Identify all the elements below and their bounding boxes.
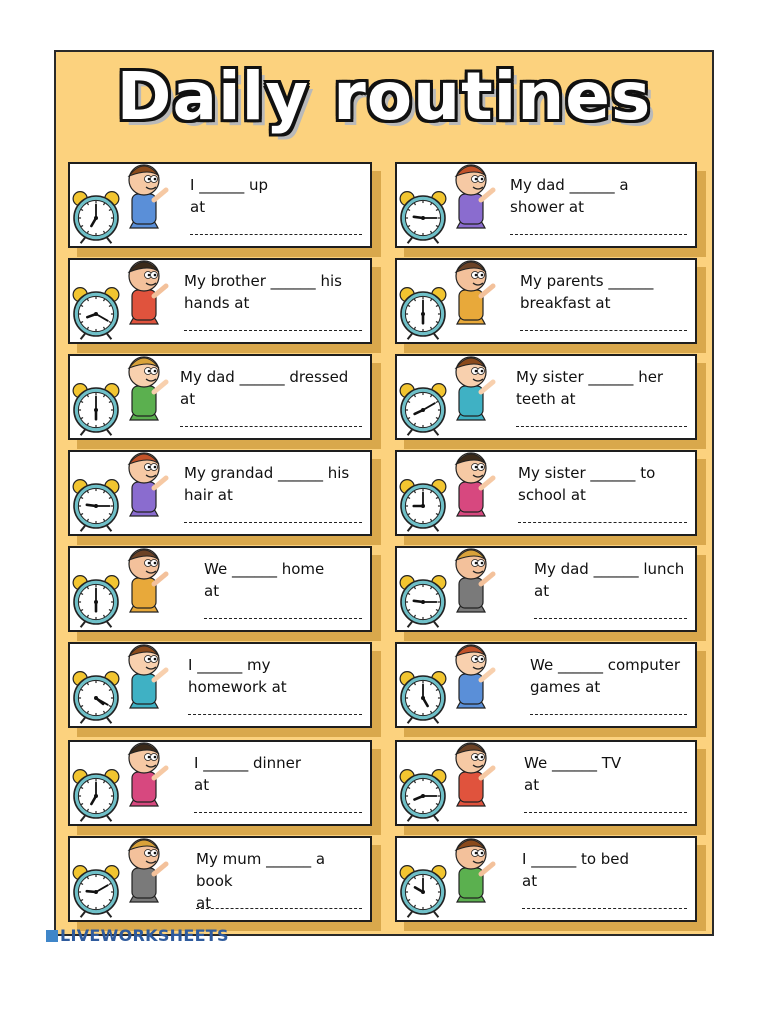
sentence-line-1: My dad ______ lunch [534, 560, 685, 578]
cartoon-person-icon [456, 261, 493, 324]
routine-card [68, 740, 372, 826]
routine-card [395, 450, 697, 536]
alarm-clock-icon [73, 480, 119, 532]
alarm-clock-icon [73, 672, 119, 724]
routine-card [68, 162, 372, 248]
sentence-line-2: teeth at [516, 390, 576, 408]
answer-blank-line[interactable] [510, 234, 687, 235]
sentence-line-2: at [524, 776, 540, 794]
routine-illustration [70, 742, 182, 824]
sentence-line-2: at [180, 390, 196, 408]
sentence-line-1: My dad ______ a [510, 176, 629, 194]
sentence-line-2: shower at [510, 198, 585, 216]
routine-illustration [70, 164, 182, 246]
sentence-line-1: I ______ my [188, 656, 271, 674]
routine-card [395, 354, 697, 440]
answer-blank-line[interactable] [180, 426, 362, 427]
routine-card [68, 258, 372, 344]
cartoon-person-icon [129, 261, 166, 324]
answer-blank-line[interactable] [190, 234, 362, 235]
sentence-line-2: at [534, 582, 550, 600]
sentence-prompt [524, 752, 687, 796]
sentence-line-1: My mum ______ a book [196, 850, 326, 890]
sentence-line-1: My dad ______ dressed [180, 368, 349, 386]
routine-card [68, 642, 372, 728]
routine-illustration [397, 260, 509, 342]
cartoon-person-icon [129, 357, 166, 420]
sentence-prompt [522, 848, 687, 892]
sentence-line-1: My brother ______ his [184, 272, 342, 290]
answer-blank-line[interactable] [184, 522, 362, 523]
answer-blank-line[interactable] [204, 618, 362, 619]
sentence-line-2: games at [530, 678, 601, 696]
sentence-line-2: hair at [184, 486, 233, 504]
sentence-prompt [516, 366, 687, 410]
answer-blank-line[interactable] [188, 714, 362, 715]
routine-illustration [70, 644, 182, 726]
cartoon-person-icon [129, 549, 166, 612]
sentence-prompt [534, 558, 687, 602]
routine-illustration [70, 838, 182, 920]
routine-illustration [397, 164, 509, 246]
alarm-clock-icon [73, 866, 119, 918]
answer-blank-line[interactable] [524, 812, 687, 813]
sentence-line-1: I ______ dinner [194, 754, 302, 772]
sentence-line-1: We ______ TV [524, 754, 622, 772]
sentence-line-1: My sister ______ to [518, 464, 656, 482]
routine-illustration [397, 452, 509, 534]
cartoon-person-icon [456, 453, 493, 516]
cartoon-person-icon [456, 165, 493, 228]
sentence-prompt [518, 462, 687, 506]
sentence-line-1: I ______ to bed [522, 850, 630, 868]
sentence-line-2: school at [518, 486, 586, 504]
cartoon-person-icon [456, 645, 493, 708]
alarm-clock-icon [400, 866, 446, 918]
sentence-line-2: at [196, 894, 212, 912]
alarm-clock-icon [73, 288, 119, 340]
routine-card [68, 546, 372, 632]
brand-name: LIVEWORKSHEETS [60, 926, 229, 945]
alarm-clock-icon [400, 288, 446, 340]
answer-blank-line[interactable] [530, 714, 687, 715]
routine-illustration [397, 838, 509, 920]
answer-blank-line[interactable] [516, 426, 687, 427]
routine-illustration [397, 356, 509, 438]
routine-card [395, 162, 697, 248]
routine-card [395, 642, 697, 728]
sentence-prompt [180, 366, 362, 410]
sentence-line-2: at [194, 776, 210, 794]
sentence-line-1: I ______ up [190, 176, 268, 194]
sentence-prompt [196, 848, 362, 914]
routine-card [395, 546, 697, 632]
sentence-prompt [184, 462, 362, 506]
brand-mark-icon [46, 930, 58, 942]
answer-blank-line[interactable] [520, 330, 687, 331]
sentence-line-2: hands at [184, 294, 250, 312]
sentence-line-2: at [204, 582, 220, 600]
sentence-line-2: at [190, 198, 206, 216]
routine-illustration [70, 452, 182, 534]
alarm-clock-icon [73, 192, 119, 244]
sentence-line-1: We ______ computer [530, 656, 681, 674]
sentence-prompt [510, 174, 687, 218]
routine-illustration [397, 644, 509, 726]
answer-blank-line[interactable] [194, 812, 362, 813]
routine-illustration [70, 356, 182, 438]
sentence-line-2: homework at [188, 678, 287, 696]
sentence-prompt [190, 174, 362, 218]
alarm-clock-icon [400, 672, 446, 724]
sentence-prompt [184, 270, 362, 314]
routine-illustration [397, 742, 509, 824]
answer-blank-line[interactable] [184, 330, 362, 331]
routine-card [395, 740, 697, 826]
alarm-clock-icon [73, 770, 119, 822]
cartoon-person-icon [129, 453, 166, 516]
cartoon-person-icon [456, 839, 493, 902]
cartoon-person-icon [456, 357, 493, 420]
routine-card [68, 354, 372, 440]
routine-illustration [70, 548, 182, 630]
alarm-clock-icon [73, 576, 119, 628]
routine-card [68, 450, 372, 536]
routine-illustration [70, 260, 182, 342]
sentence-line-1: My parents ______ [520, 272, 654, 290]
sentence-prompt [194, 752, 362, 796]
alarm-clock-icon [400, 192, 446, 244]
sentence-line-1: My sister ______ her [516, 368, 664, 386]
routine-illustration [397, 548, 509, 630]
brand-logo [46, 926, 229, 945]
worksheet-title: Daily routines [116, 58, 652, 135]
cartoon-person-icon [129, 839, 166, 902]
sentence-prompt [530, 654, 687, 698]
sentence-line-2: breakfast at [520, 294, 611, 312]
alarm-clock-icon [400, 576, 446, 628]
alarm-clock-icon [400, 770, 446, 822]
cartoon-person-icon [456, 743, 493, 806]
answer-blank-line[interactable] [522, 908, 687, 909]
sentence-prompt [188, 654, 362, 698]
answer-blank-line[interactable] [518, 522, 687, 523]
answer-blank-line[interactable] [534, 618, 687, 619]
alarm-clock-icon [400, 384, 446, 436]
alarm-clock-icon [73, 384, 119, 436]
cartoon-person-icon [129, 165, 166, 228]
routine-card [395, 836, 697, 922]
sentence-line-1: We ______ home [204, 560, 325, 578]
sentence-prompt [204, 558, 362, 602]
sentence-line-1: My grandad ______ his [184, 464, 350, 482]
routine-card [68, 836, 372, 922]
answer-blank-line[interactable] [196, 908, 362, 909]
cartoon-person-icon [129, 645, 166, 708]
sentence-prompt [520, 270, 687, 314]
alarm-clock-icon [400, 480, 446, 532]
cartoon-person-icon [129, 743, 166, 806]
sentence-line-2: at [522, 872, 538, 890]
cartoon-person-icon [456, 549, 493, 612]
routine-card [395, 258, 697, 344]
